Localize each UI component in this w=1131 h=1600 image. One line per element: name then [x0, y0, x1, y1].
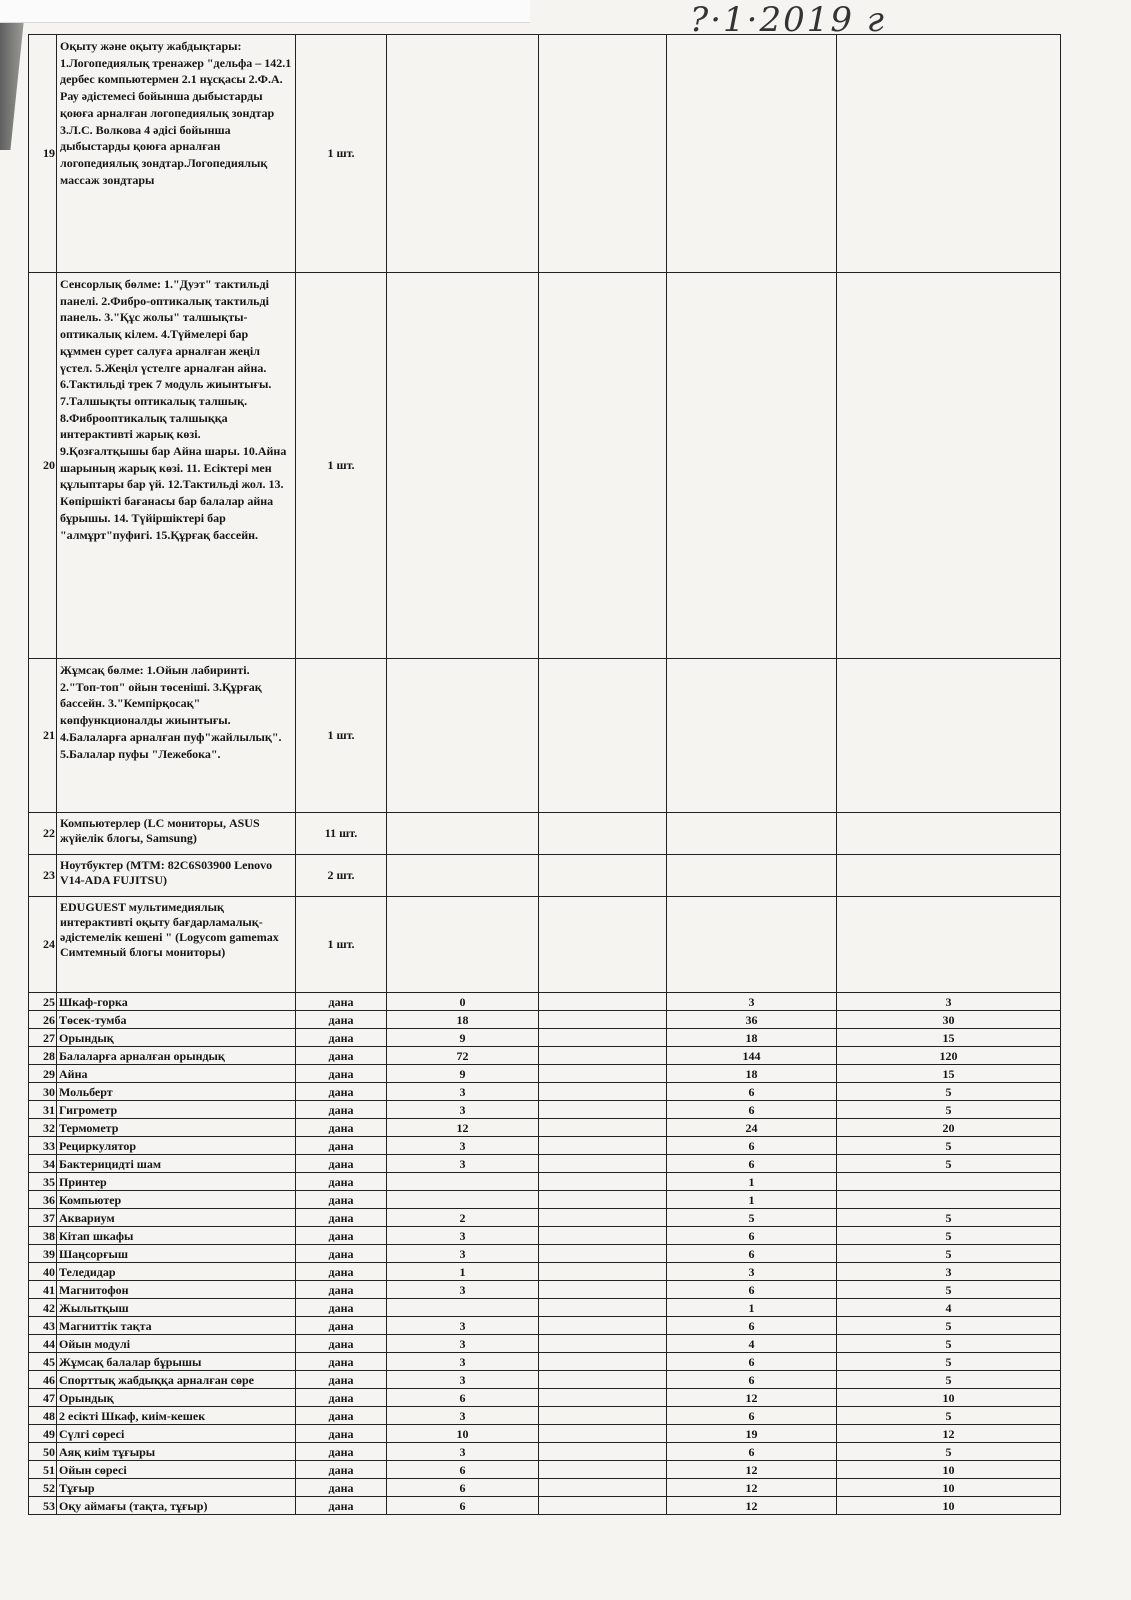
row-number: 23 [29, 855, 57, 897]
unit-cell: 1 шт. [296, 897, 387, 993]
item-name: Аяқ киім тұғыры [57, 1443, 296, 1461]
quantity-a: 3 [387, 1353, 539, 1371]
quantity-a: 6 [387, 1479, 539, 1497]
quantity-a: 3 [387, 1083, 539, 1101]
table-row [29, 897, 1061, 993]
table-row [29, 1029, 1061, 1047]
unit-cell: дана [296, 1299, 387, 1317]
table-row [29, 1227, 1061, 1245]
item-name: Рециркулятор [57, 1137, 296, 1155]
unit-cell: дана [296, 1173, 387, 1191]
empty-cell [539, 1281, 667, 1299]
quantity-c: 20 [837, 1119, 1061, 1137]
quantity-a: 6 [387, 1389, 539, 1407]
item-name: Компьютер [57, 1191, 296, 1209]
row-number: 38 [29, 1227, 57, 1245]
inventory-sheet [28, 34, 1061, 1515]
unit-cell: дана [296, 1155, 387, 1173]
row-number: 41 [29, 1281, 57, 1299]
quantity-a: 10 [387, 1425, 539, 1443]
quantity-b: 6 [667, 1227, 837, 1245]
value-cell [837, 855, 1061, 897]
unit-cell: дана [296, 1029, 387, 1047]
row-number: 31 [29, 1101, 57, 1119]
item-name: Жылытқыш [57, 1299, 296, 1317]
quantity-b: 24 [667, 1119, 837, 1137]
row-number: 47 [29, 1389, 57, 1407]
empty-cell [539, 1029, 667, 1047]
unit-cell: дана [296, 1281, 387, 1299]
row-number: 44 [29, 1335, 57, 1353]
item-name: Компьютерлер (LC мониторы, ASUS жүйелік блогы, Samsung) [57, 813, 296, 855]
item-name: Магниттік тақта [57, 1317, 296, 1335]
table-row [29, 1173, 1061, 1191]
quantity-b: 144 [667, 1047, 837, 1065]
quantity-b: 6 [667, 1137, 837, 1155]
unit-cell: дана [296, 1245, 387, 1263]
value-cell [387, 855, 539, 897]
empty-cell [539, 1011, 667, 1029]
quantity-a: 3 [387, 1317, 539, 1335]
table-row [29, 1065, 1061, 1083]
empty-cell [539, 1119, 667, 1137]
empty-cell [539, 1389, 667, 1407]
quantity-c: 15 [837, 1029, 1061, 1047]
unit-cell: дана [296, 1353, 387, 1371]
table-row [29, 1011, 1061, 1029]
item-name: Жұмсақ бөлме: 1.Ойын лабиринті. 2."Топ-топ" ойын төсеніші. 3.Құрғақ бассейн. 3."Кемпірқосақ" көпфункционалды жиынтығы. 4.Балаларға арналған пуф"жайлылық". 5.Балалар пуфы "Лежебока". [57, 659, 296, 813]
empty-cell [539, 1173, 667, 1191]
value-cell [667, 813, 837, 855]
quantity-b: 6 [667, 1101, 837, 1119]
row-number: 51 [29, 1461, 57, 1479]
quantity-a: 2 [387, 1209, 539, 1227]
unit-cell: дана [296, 1335, 387, 1353]
empty-cell [539, 1479, 667, 1497]
unit-cell: 1 шт. [296, 35, 387, 273]
value-cell [837, 897, 1061, 993]
item-name: Шкаф-горка [57, 993, 296, 1011]
quantity-c: 30 [837, 1011, 1061, 1029]
unit-cell: 1 шт. [296, 659, 387, 813]
quantity-b: 6 [667, 1443, 837, 1461]
row-number: 21 [29, 659, 57, 813]
empty-cell [539, 1083, 667, 1101]
value-cell [539, 659, 667, 813]
value-cell [837, 35, 1061, 273]
item-name: Оқу аймағы (тақта, тұғыр) [57, 1497, 296, 1515]
empty-cell [539, 1065, 667, 1083]
row-number: 26 [29, 1011, 57, 1029]
unit-cell: дана [296, 1047, 387, 1065]
value-cell [539, 897, 667, 993]
value-cell [387, 273, 539, 659]
empty-cell [539, 1371, 667, 1389]
quantity-b: 36 [667, 1011, 837, 1029]
value-cell [837, 659, 1061, 813]
quantity-a: 3 [387, 1407, 539, 1425]
quantity-a: 3 [387, 1155, 539, 1173]
table-row [29, 1407, 1061, 1425]
item-name: EDUGUEST мультимедиялық интерактивті оқыту бағдарламалық-әдістемелік кешені " (Logycom gamemax Симтемный блогы мониторы) [57, 897, 296, 993]
unit-cell: дана [296, 1443, 387, 1461]
quantity-c: 12 [837, 1425, 1061, 1443]
value-cell [667, 35, 837, 273]
item-name: Шаңсорғыш [57, 1245, 296, 1263]
quantity-c [837, 1191, 1061, 1209]
table-row [29, 1425, 1061, 1443]
quantity-b: 6 [667, 1407, 837, 1425]
empty-cell [539, 1353, 667, 1371]
item-name: Спорттық жабдыққа арналған сөре [57, 1371, 296, 1389]
row-number: 33 [29, 1137, 57, 1155]
quantity-c: 10 [837, 1497, 1061, 1515]
quantity-b: 1 [667, 1173, 837, 1191]
value-cell [387, 897, 539, 993]
quantity-b: 6 [667, 1083, 837, 1101]
unit-cell: дана [296, 1011, 387, 1029]
row-number: 32 [29, 1119, 57, 1137]
quantity-c: 120 [837, 1047, 1061, 1065]
quantity-c: 5 [837, 1353, 1061, 1371]
quantity-c [837, 1173, 1061, 1191]
empty-cell [539, 1191, 667, 1209]
empty-cell [539, 1497, 667, 1515]
row-number: 42 [29, 1299, 57, 1317]
quantity-a: 3 [387, 1335, 539, 1353]
quantity-c: 5 [837, 1281, 1061, 1299]
quantity-c: 5 [837, 1083, 1061, 1101]
quantity-c: 5 [837, 1335, 1061, 1353]
value-cell [539, 35, 667, 273]
value-cell [837, 813, 1061, 855]
row-number: 49 [29, 1425, 57, 1443]
quantity-c: 5 [837, 1443, 1061, 1461]
item-name: Ойын модулі [57, 1335, 296, 1353]
empty-cell [539, 1335, 667, 1353]
row-number: 19 [29, 35, 57, 273]
value-cell [539, 273, 667, 659]
quantity-a: 9 [387, 1065, 539, 1083]
table-row [29, 1371, 1061, 1389]
item-name: 2 есікті Шкаф, киім-кешек [57, 1407, 296, 1425]
row-number: 34 [29, 1155, 57, 1173]
table-row [29, 1245, 1061, 1263]
item-name: Мольберт [57, 1083, 296, 1101]
unit-cell: дана [296, 1191, 387, 1209]
quantity-c: 5 [837, 1209, 1061, 1227]
unit-cell: дана [296, 1101, 387, 1119]
unit-cell: дана [296, 1317, 387, 1335]
quantity-c: 4 [837, 1299, 1061, 1317]
row-number: 27 [29, 1029, 57, 1047]
empty-cell [539, 1209, 667, 1227]
table-row [29, 1047, 1061, 1065]
quantity-a: 3 [387, 1137, 539, 1155]
unit-cell: дана [296, 1209, 387, 1227]
quantity-a: 3 [387, 1281, 539, 1299]
quantity-b: 3 [667, 1263, 837, 1281]
row-number: 20 [29, 273, 57, 659]
quantity-c: 5 [837, 1317, 1061, 1335]
item-name: Сүлгі сөресі [57, 1425, 296, 1443]
top-paper-strip [0, 0, 530, 23]
table-row [29, 1299, 1061, 1317]
item-name: Орындық [57, 1029, 296, 1047]
table-row [29, 1263, 1061, 1281]
table-row [29, 1209, 1061, 1227]
quantity-c: 10 [837, 1461, 1061, 1479]
quantity-a: 18 [387, 1011, 539, 1029]
table-row [29, 1101, 1061, 1119]
quantity-b: 12 [667, 1497, 837, 1515]
item-name: Теледидар [57, 1263, 296, 1281]
item-name: Сенсорлық бөлме: 1."Дуэт" тактильді панелі. 2.Фибро-оптикалық тактильді панель. 3."Құс жолы" талшықты-оптикалық кілем. 4.Түймелері бар құммен сурет салуға арналған жеңіл үстел. 5.Жеңіл үстелге арналған айна. 6.Тактильді трек 7 модуль жиынтығы. 7.Талшықты оптикалық талшық. 8.Фиброоптикалық талшыққа интерактивті жарық көзі. 9.Қозғалтқышы бар Айна шары. 10.Айна шарының жарық көзі. 11. Есіктері мен құлыптары бар үй. 12.Тактильді жол. 13. Көпіршікті бағанасы бар балалар айна бұрышы. 14. Түйіршіктері бар "алмұрт"пуфигі. 15.Құрғақ бассейн. [57, 273, 296, 659]
table-row [29, 855, 1061, 897]
table-row [29, 1191, 1061, 1209]
row-number: 50 [29, 1443, 57, 1461]
value-cell [539, 855, 667, 897]
quantity-c: 3 [837, 1263, 1061, 1281]
quantity-c: 5 [837, 1227, 1061, 1245]
quantity-b: 6 [667, 1317, 837, 1335]
empty-cell [539, 1425, 667, 1443]
quantity-b: 3 [667, 993, 837, 1011]
table-row [29, 1389, 1061, 1407]
row-number: 28 [29, 1047, 57, 1065]
quantity-c: 15 [837, 1065, 1061, 1083]
unit-cell: дана [296, 1065, 387, 1083]
unit-cell: дана [296, 1137, 387, 1155]
quantity-a: 3 [387, 1227, 539, 1245]
row-number: 25 [29, 993, 57, 1011]
empty-cell [539, 1227, 667, 1245]
item-name: Жұмсақ балалар бұрышы [57, 1353, 296, 1371]
value-cell [539, 813, 667, 855]
unit-cell: дана [296, 1461, 387, 1479]
empty-cell [539, 1245, 667, 1263]
value-cell [667, 659, 837, 813]
item-name: Кітап шкафы [57, 1227, 296, 1245]
empty-cell [539, 1101, 667, 1119]
quantity-c: 5 [837, 1245, 1061, 1263]
empty-cell [539, 1443, 667, 1461]
table-row [29, 1137, 1061, 1155]
table-row [29, 1335, 1061, 1353]
empty-cell [539, 1317, 667, 1335]
quantity-c: 5 [837, 1371, 1061, 1389]
unit-cell: дана [296, 1407, 387, 1425]
value-cell [387, 35, 539, 273]
unit-cell: дана [296, 993, 387, 1011]
quantity-b: 18 [667, 1029, 837, 1047]
value-cell [667, 897, 837, 993]
quantity-a: 1 [387, 1263, 539, 1281]
quantity-b: 4 [667, 1335, 837, 1353]
empty-cell [539, 1263, 667, 1281]
item-name: Гигрометр [57, 1101, 296, 1119]
row-number: 36 [29, 1191, 57, 1209]
unit-cell: 11 шт. [296, 813, 387, 855]
item-name: Балаларға арналған орындық [57, 1047, 296, 1065]
table-row [29, 1479, 1061, 1497]
row-number: 52 [29, 1479, 57, 1497]
row-number: 53 [29, 1497, 57, 1515]
quantity-b: 12 [667, 1461, 837, 1479]
quantity-a: 12 [387, 1119, 539, 1137]
quantity-a: 6 [387, 1497, 539, 1515]
item-name: Принтер [57, 1173, 296, 1191]
table-row [29, 813, 1061, 855]
inventory-table [28, 34, 1061, 1515]
quantity-c: 10 [837, 1479, 1061, 1497]
table-row [29, 1119, 1061, 1137]
table-row [29, 1281, 1061, 1299]
quantity-b: 19 [667, 1425, 837, 1443]
table-row [29, 1155, 1061, 1173]
row-number: 43 [29, 1317, 57, 1335]
item-name: Оқыту және оқыту жабдықтары: 1.Логопедиялық тренажер "дельфа – 142.1 дербес компьютермен 2.1 нұсқасы 2.Ф.А. Рау әдістемесі бойынша дыбыстарды қоюға арналған логопедиялық зондтар 3.Л.С. Волкова 4 әдісі бойынша дыбыстарды қоюға арналған логопедиялық зондтар.Логопедиялық массаж зондтары [57, 35, 296, 273]
quantity-c: 3 [837, 993, 1061, 1011]
quantity-a: 0 [387, 993, 539, 1011]
quantity-a [387, 1173, 539, 1191]
table-row [29, 1083, 1061, 1101]
row-number: 40 [29, 1263, 57, 1281]
unit-cell: дана [296, 1227, 387, 1245]
row-number: 30 [29, 1083, 57, 1101]
unit-cell: дана [296, 1497, 387, 1515]
unit-cell: дана [296, 1083, 387, 1101]
quantity-b: 12 [667, 1479, 837, 1497]
quantity-a [387, 1191, 539, 1209]
row-number: 37 [29, 1209, 57, 1227]
quantity-a [387, 1299, 539, 1317]
quantity-b: 6 [667, 1371, 837, 1389]
row-number: 48 [29, 1407, 57, 1425]
quantity-a: 72 [387, 1047, 539, 1065]
item-name: Аквариум [57, 1209, 296, 1227]
quantity-b: 12 [667, 1389, 837, 1407]
value-cell [667, 855, 837, 897]
table-row [29, 1497, 1061, 1515]
quantity-c: 10 [837, 1389, 1061, 1407]
quantity-a: 9 [387, 1029, 539, 1047]
item-name: Магнитофон [57, 1281, 296, 1299]
empty-cell [539, 1137, 667, 1155]
row-number: 29 [29, 1065, 57, 1083]
quantity-b: 6 [667, 1353, 837, 1371]
quantity-b: 6 [667, 1281, 837, 1299]
row-number: 45 [29, 1353, 57, 1371]
quantity-b: 6 [667, 1245, 837, 1263]
item-name: Айна [57, 1065, 296, 1083]
item-name: Бактерицидті шам [57, 1155, 296, 1173]
table-row [29, 1443, 1061, 1461]
value-cell [667, 273, 837, 659]
quantity-c: 5 [837, 1101, 1061, 1119]
item-name: Тұғыр [57, 1479, 296, 1497]
row-number: 35 [29, 1173, 57, 1191]
value-cell [387, 813, 539, 855]
quantity-a: 3 [387, 1371, 539, 1389]
quantity-c: 5 [837, 1137, 1061, 1155]
quantity-a: 3 [387, 1101, 539, 1119]
table-row [29, 1461, 1061, 1479]
handwritten-date: ?·1·2019 г [690, 0, 886, 40]
row-number: 39 [29, 1245, 57, 1263]
quantity-b: 18 [667, 1065, 837, 1083]
table-row [29, 273, 1061, 659]
unit-cell: дана [296, 1479, 387, 1497]
item-name: Термометр [57, 1119, 296, 1137]
empty-cell [539, 1047, 667, 1065]
table-row [29, 1353, 1061, 1371]
value-cell [837, 273, 1061, 659]
quantity-c: 5 [837, 1407, 1061, 1425]
table-row [29, 993, 1061, 1011]
unit-cell: 2 шт. [296, 855, 387, 897]
row-number: 46 [29, 1371, 57, 1389]
quantity-b: 5 [667, 1209, 837, 1227]
quantity-a: 6 [387, 1461, 539, 1479]
unit-cell: дана [296, 1263, 387, 1281]
unit-cell: дана [296, 1425, 387, 1443]
quantity-a: 3 [387, 1443, 539, 1461]
quantity-c: 5 [837, 1155, 1061, 1173]
unit-cell: дана [296, 1119, 387, 1137]
table-row [29, 1317, 1061, 1335]
empty-cell [539, 1155, 667, 1173]
item-name: Ноутбуктер (MTM: 82C6S03900 Lenovo V14-ADA FUJITSU) [57, 855, 296, 897]
quantity-a: 3 [387, 1245, 539, 1263]
item-name: Ойын сөресі [57, 1461, 296, 1479]
item-name: Төсек-тумба [57, 1011, 296, 1029]
unit-cell: дана [296, 1389, 387, 1407]
quantity-b: 6 [667, 1155, 837, 1173]
table-row [29, 659, 1061, 813]
empty-cell [539, 1407, 667, 1425]
empty-cell [539, 1461, 667, 1479]
quantity-b: 1 [667, 1299, 837, 1317]
unit-cell: 1 шт. [296, 273, 387, 659]
empty-cell [539, 993, 667, 1011]
empty-cell [539, 1299, 667, 1317]
quantity-b: 1 [667, 1191, 837, 1209]
row-number: 22 [29, 813, 57, 855]
table-row [29, 35, 1061, 273]
row-number: 24 [29, 897, 57, 993]
value-cell [387, 659, 539, 813]
unit-cell: дана [296, 1371, 387, 1389]
item-name: Орындық [57, 1389, 296, 1407]
